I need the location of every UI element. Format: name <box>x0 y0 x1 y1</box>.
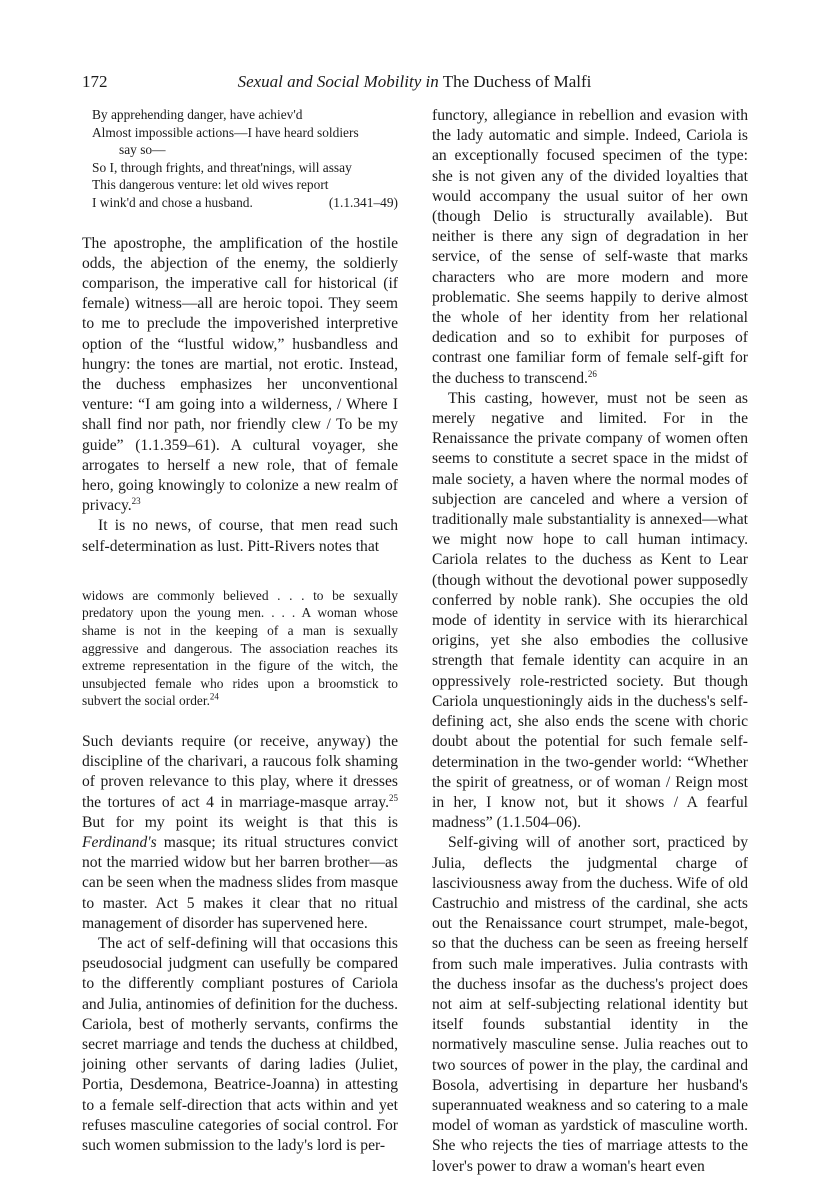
left-column <box>82 106 398 1156</box>
right-column <box>432 106 748 1177</box>
paragraph <box>82 934 398 1156</box>
paragraph <box>432 106 748 389</box>
emphasis-text: Ferdinand's <box>82 833 157 851</box>
running-title <box>82 72 747 92</box>
paragraph <box>82 234 398 517</box>
verse-quotation <box>92 106 398 212</box>
paragraph-text: masque; its ritual structures convict not the married widow but her barren brother—as can be seen when the madness slides from masque to master. Act 5 makes it clear that no ritual management of disorder has supervened here. <box>82 833 398 932</box>
paragraph <box>432 833 748 1176</box>
paragraph-text: It is no news, of course, that men read such self-determination as lust. Pitt-Rivers notes that <box>82 517 398 555</box>
paragraph-text: functory, allegiance in rebellion and evasion with the lady automatic and simple. Indeed, Cariola is an exceptionally focused specimen of the type: she is not given any of the divided loyalties that would accompany the usual suitor of her own (though Delio is structurally available). But neither is there any sign of degradation in her service, of the sense of self-waste that marks characters who are more modern and more problematic. She seems happily to derive almost the whole of her identity from her relational dedication and so to exhibit for purposes of contrast one familiar form of female self-gift for the duchess to transcend. <box>432 107 748 387</box>
verse-line-last <box>92 194 398 212</box>
verse-line: This dangerous venture: let old wives report <box>92 177 329 193</box>
footnote-ref: 26 <box>587 368 597 379</box>
verse-line: Almost impossible actions—I have heard soldiers <box>92 124 359 140</box>
paragraph-text: Such deviants require (or receive, anyway) the discipline of the charivari, a raucous folk shaming of proven relevance to this play, where it dresses the tortures of act 4 in marriage-masque array. <box>82 732 398 811</box>
footnote-ref: 23 <box>131 496 141 507</box>
paragraph-text: Self-giving will of another sort, practiced by Julia, deflects the judgmental charge of lasciviousness away from the duchess. Wife of old Castruchio and mistress of the cardinal, she acts out the Renaissance court strumpet, male-begot, so that the duchess can be seen as freeing herself from such male imperatives. Julia contrasts with the duchess insofar as the duchess's project does not aim at self-subjecting relational identity but itself founds substantial identity in the normatively masculine sense. Julia reaches out to two sources of power in the play, the cardinal and Bosola, advertising in departure her husband's superannuated weakness and so catering to a male model of woman as yardstick of masculine worth. She who rejects the ties of marriage attests to the lover's power to draw a woman's heart even <box>432 834 748 1175</box>
verse-line: So I, through frights, and threat'nings, will assay <box>92 159 352 175</box>
paragraph <box>82 516 398 556</box>
verse-line: By apprehending danger, have achiev'd <box>92 107 303 122</box>
paragraph <box>82 732 398 934</box>
block-quotation-text: widows are commonly believed . . . to be sexually predatory upon the young men. . . . A woman whose shame is not in the keeping of a man is sexually aggressive and dangerous. The association reaches its extreme representation in the figure of the witch, the unsubjected female who rides upon a broomstick to subvert the social order. <box>82 587 398 709</box>
verse-line: say so— <box>119 142 166 158</box>
verse-line-text: I wink'd and chose a husband. <box>92 194 253 210</box>
paragraph <box>432 389 748 833</box>
block-quotation <box>82 587 398 710</box>
footnote-ref: 25 <box>389 792 398 803</box>
running-title-italic: Sexual and Social Mobility in <box>237 72 439 91</box>
paragraph-text: The act of self-defining will that occasions this pseudosocial judgment can usefully be compared to the differently compliant postures of Cariola and Julia, antinomies of definition for the duchess. Cariola, best of motherly servants, confirms the secret marriage and tends the duchess at childbed, joining other servants of daring ladies (Juliet, Portia, Desdemona, Beatrice-Joanna) in attesting to a female self-direction that acts within and yet refuses masculine categories of social control. For such women submission to the lady's lord is per- <box>82 935 398 1155</box>
running-title-play: The Duchess of Malfi <box>442 72 592 91</box>
paragraph-text: But for my point its weight is that this is <box>82 813 398 831</box>
verse-citation: (1.1.341–49) <box>328 194 398 210</box>
paragraph-text: This casting, however, must not be seen as merely negative and limited. For in the Renaissance the private company of women often seems to constitute a secret space in the midst of male society, a haven where the normal modes of subjection are canceled and where a version of traditionally male substantiality is annexed—what we might now hope to call human intimacy. Cariola relates to the duchess as Kent to Lear (though without the devotional power supposedly conferred by noble rank). She occupies the old mode of identity in service with its hierarchical origins, yet she also embodies the collusive strength that female identity can acquire in an oppressively role-restricted society. But though Cariola unquestioningly aids in the duchess's self-defining act, she also ends the scene with choric doubt about the potential for such female self-determination in the two-gender world: “Whether the spirit of greatness, or of woman / Reign most in her, I know not, but it shows / A fearful madness” (1.1.504–06). <box>432 389 748 832</box>
page-number: 172 <box>82 72 108 91</box>
running-header <box>82 72 747 96</box>
paragraph-text: The apostrophe, the amplification of the hostile odds, the abjection of the enemy, the soldierly comparison, the imperative call for historical (if female) witness—all are heroic topoi. They seem to me to preclude the impoverished interpretive option of the “lustful widow,” husbandless and hungry: the tones are martial, not erotic. Instead, the duchess emphasizes her unconventional venture: “I am going into a wilderness, / Where I shall find nor path, nor friendly clew / To be my guide” (1.1.359–61). A cultural voyager, she arrogates to herself a new role, that of female hero, going knowingly to colonize a new realm of privacy. <box>82 234 398 515</box>
footnote-ref: 24 <box>209 691 219 702</box>
